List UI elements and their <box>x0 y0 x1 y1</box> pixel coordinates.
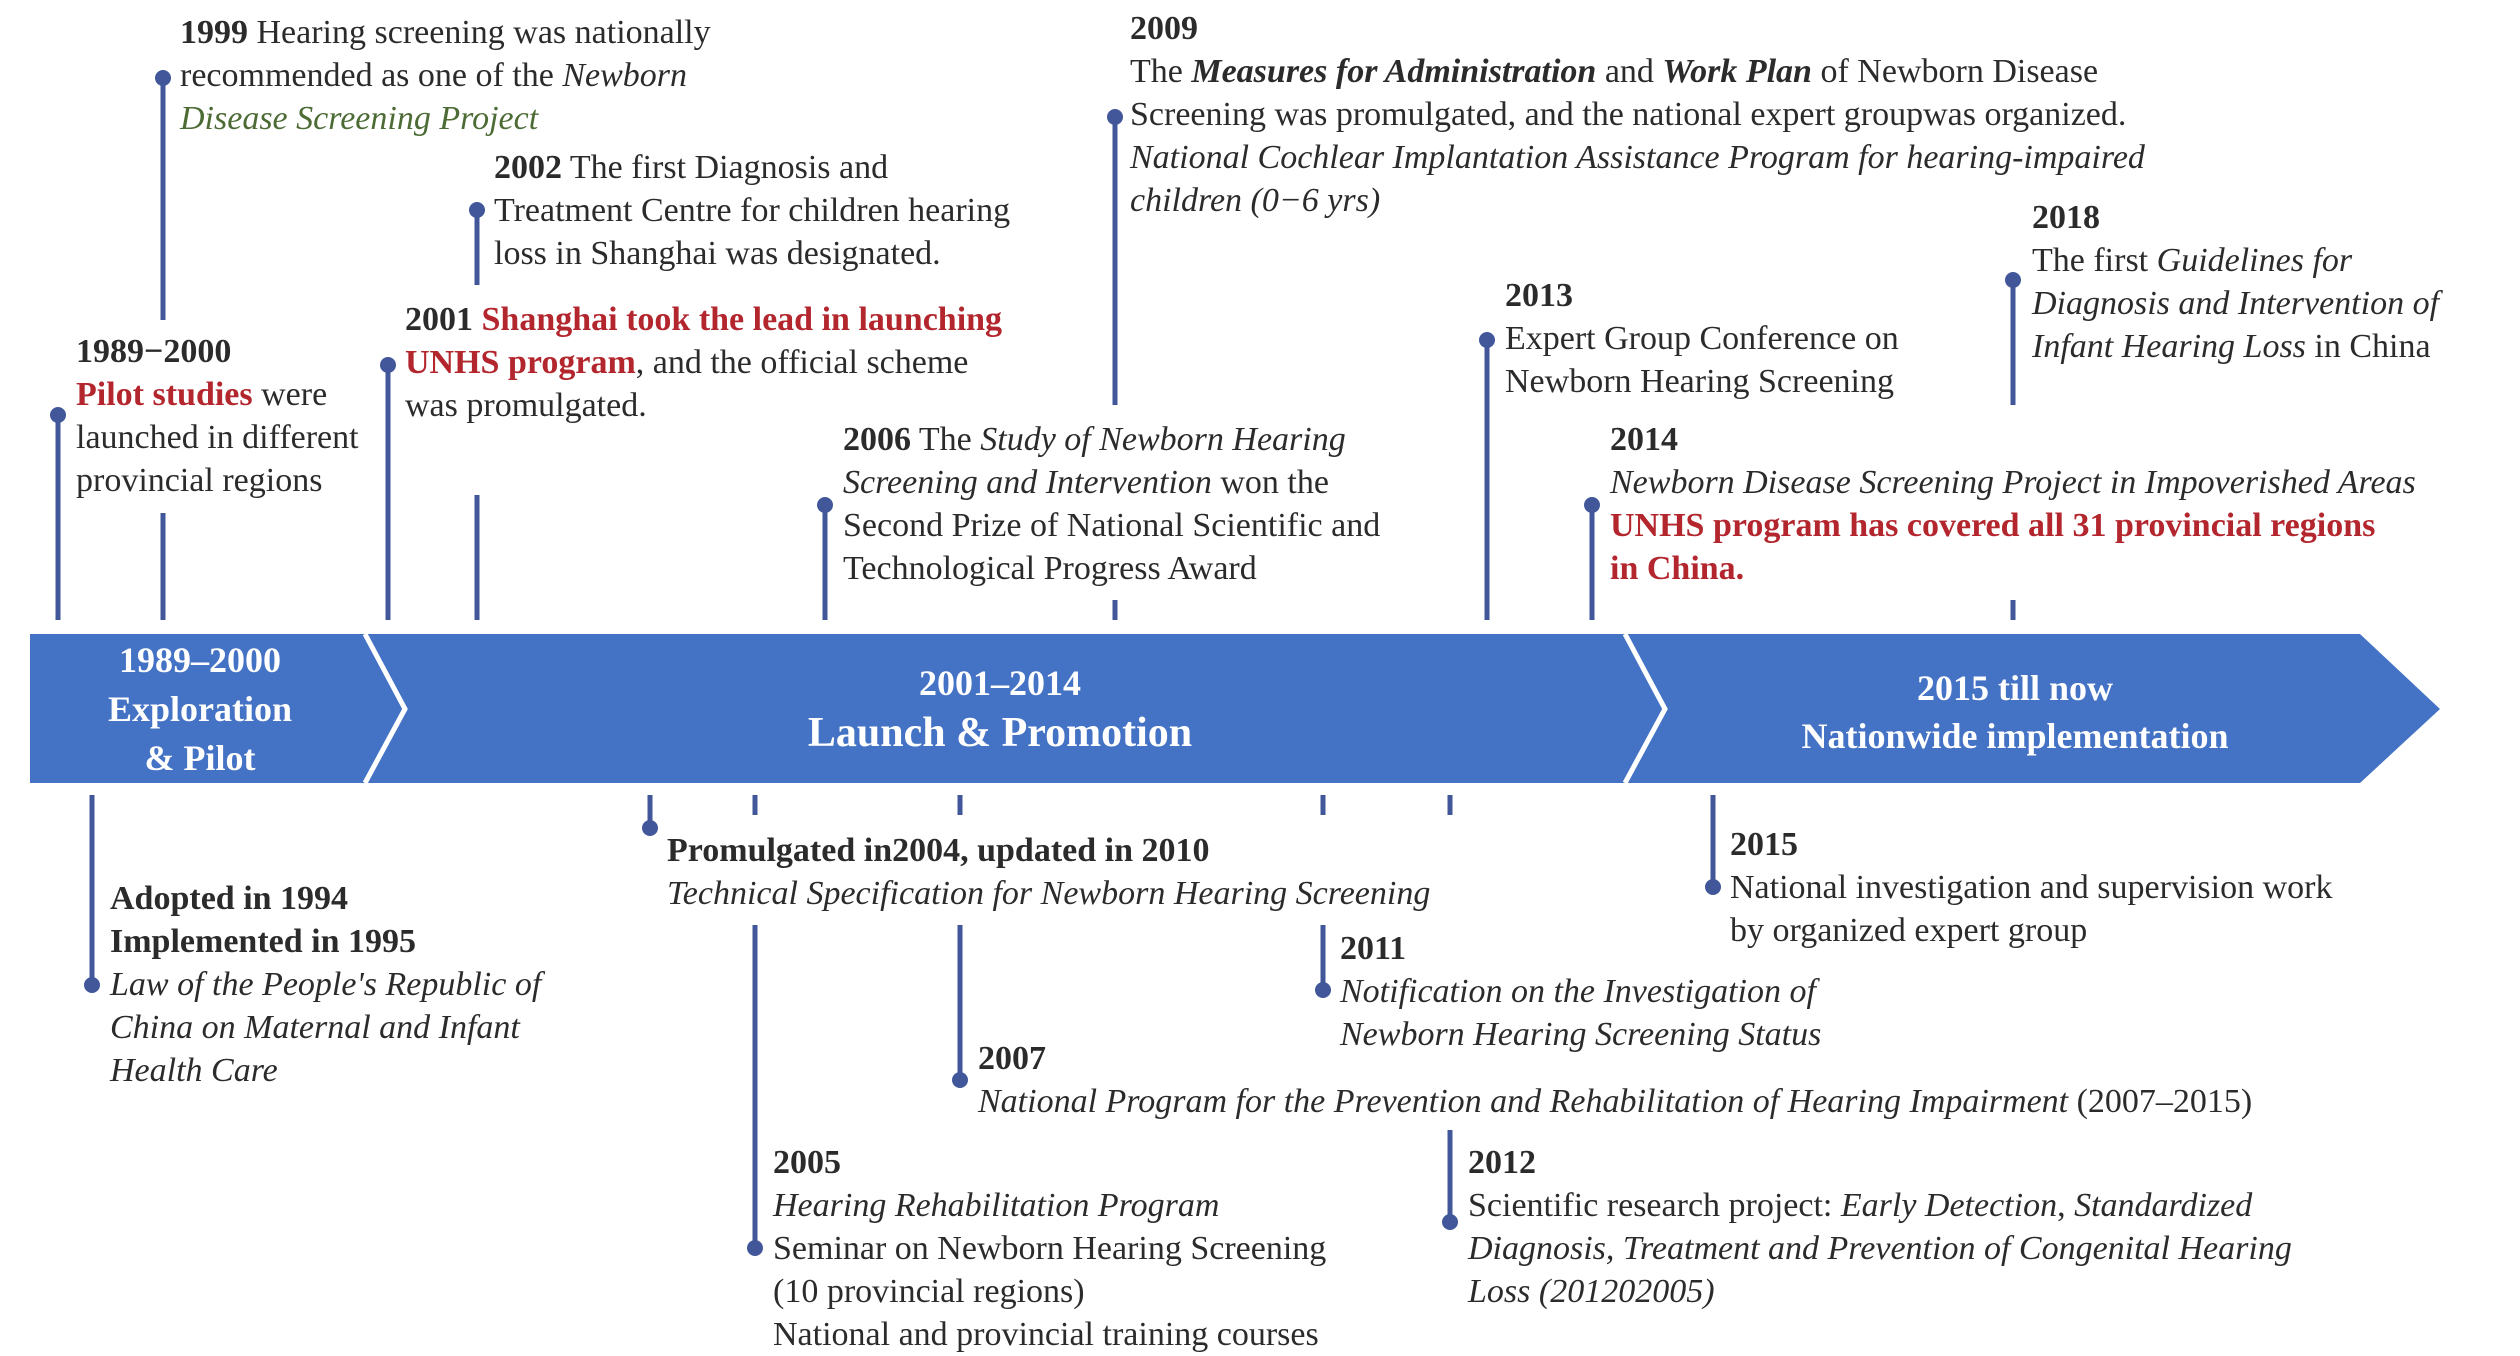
event-text: UNHS program has covered all 31 provincial regions <box>1610 507 2376 544</box>
event-year: 2006 <box>843 421 911 458</box>
event-2007 <box>978 1037 2252 1123</box>
event-year: 2002 <box>494 149 562 186</box>
event-text: Work Plan <box>1662 53 1812 90</box>
connector-2015 <box>1705 795 1721 895</box>
phase-range: 1989–2000 <box>119 640 281 680</box>
phase-range: 2015 till now <box>1916 668 2113 708</box>
connector-2013 <box>1479 332 1495 620</box>
event-year: 2018 <box>2032 199 2100 236</box>
event-text: Newborn Hearing Screening Status <box>1340 1016 1822 1053</box>
event-text: Technological Progress Award <box>843 550 1257 587</box>
event-text: Adopted in 1994 <box>110 880 349 917</box>
phase-title: Exploration <box>107 689 293 729</box>
event-text: Disease Screening Project <box>180 100 539 137</box>
event-text: National and provincial training courses <box>773 1316 1319 1353</box>
event-text: Newborn Hearing Screening <box>1505 363 1894 400</box>
event-text: Diagnosis and Intervention of <box>2032 285 2440 322</box>
event-text: Health Care <box>110 1052 278 1089</box>
event-2013 <box>1505 274 1899 403</box>
event-text: recommended as one of the <box>180 57 563 94</box>
event-year: 2007 <box>978 1040 1046 1077</box>
event-2018 <box>2032 196 2439 368</box>
event-text: Newborn Disease Screening Project in Impoverished Areas <box>1610 464 2416 501</box>
event-year: 1999 <box>180 14 248 51</box>
event-2004 <box>667 829 1430 915</box>
event-text: Measures for Administration <box>1191 53 1597 90</box>
connector-2014 <box>1584 497 1600 620</box>
event-text: Notification on the Investigation of <box>1340 973 1816 1010</box>
event-text: (10 provincial regions) <box>773 1273 1085 1310</box>
event-2009 <box>1130 7 2145 222</box>
event-1994 <box>110 877 541 1092</box>
event-text: The <box>911 421 981 458</box>
event-text: China on Maternal and Infant <box>110 1009 520 1046</box>
event-text: loss in Shanghai was designated. <box>494 235 941 272</box>
event-text: Guidelines for <box>2156 242 2353 279</box>
phase-title: Launch & Promotion <box>807 710 1193 756</box>
connector-2004 <box>642 795 658 836</box>
event-text: The first <box>2032 242 2157 279</box>
event-text: by organized expert group <box>1730 912 2088 949</box>
event-text: Implemented in 1995 <box>110 923 416 960</box>
event-text: in China. <box>1610 550 1745 587</box>
event-year: 2014 <box>1610 421 1678 458</box>
event-year: 2015 <box>1730 826 1798 863</box>
event-text: launched in different <box>76 419 359 456</box>
event-text: Early Detection <box>1840 1187 2058 1224</box>
event-text: Technical Specification for Newborn Hearing Screening <box>667 875 1431 912</box>
event-year: 2012 <box>1468 1144 1536 1181</box>
event-text: Treatment Centre for children hearing <box>494 192 1011 229</box>
event-2002 <box>494 146 1010 275</box>
event-text: Pilot studies <box>76 376 253 413</box>
event-text: Study of Newborn Hearing <box>980 421 1346 458</box>
phase-range: 2001–2014 <box>919 663 1081 703</box>
event-text: Infant Hearing Loss <box>2032 328 2306 365</box>
event-2012 <box>1468 1141 2292 1313</box>
phase-exploration <box>60 636 340 783</box>
event-text: (201202005) <box>1530 1273 1715 1310</box>
event-text: UNHS program <box>405 344 636 381</box>
event-text: Screening and Intervention <box>843 464 1212 501</box>
event-text: The <box>1130 53 1192 90</box>
phase-title: Nationwide implementation <box>1801 716 2229 756</box>
event-text: Scientific research project: <box>1468 1187 1841 1224</box>
event-text: Second Prize of National Scientific and <box>843 507 1381 544</box>
phase-title: & Pilot <box>144 738 256 778</box>
phase-launch <box>700 660 1300 760</box>
event-text: Screening was promulgated, and the national expert groupwas organized. <box>1130 96 2127 133</box>
event-1999 <box>180 11 711 140</box>
event-text: , and the official scheme <box>635 344 969 381</box>
event-text: won the <box>1211 464 1329 501</box>
event-2005 <box>773 1141 1326 1356</box>
event-text: were <box>252 376 328 413</box>
event-text: was promulgated. <box>405 387 647 424</box>
event-year: 2005 <box>773 1144 841 1181</box>
event-2006 <box>843 418 1380 590</box>
event-year: 2009 <box>1130 10 1198 47</box>
event-text: National Cochlear Implantation Assistance Program for hearing-impaired <box>1130 139 2145 176</box>
connector-1989 <box>50 407 66 620</box>
connector-2001 <box>380 357 396 620</box>
event-text: children (0−6 yrs) <box>1130 182 1381 219</box>
event-text: provincial regions <box>76 462 323 499</box>
event-text: Loss <box>1468 1273 1531 1310</box>
event-text: Hearing Rehabilitation Program <box>773 1187 1220 1224</box>
event-text: Newborn <box>562 57 688 94</box>
event-2001 <box>405 298 1002 427</box>
event-text: Hearing screening was nationally <box>248 14 711 51</box>
event-year: 1989−2000 <box>76 333 232 370</box>
event-text: Expert Group Conference on <box>1505 320 1899 357</box>
event-text: National investigation and supervision work <box>1730 869 2333 906</box>
event-text: Seminar on Newborn Hearing Screening <box>773 1230 1327 1267</box>
event-text: , <box>2057 1187 2075 1224</box>
event-1989-2000 <box>76 330 359 502</box>
event-year: 2011 <box>1340 930 1407 967</box>
connector-1994 <box>84 795 100 993</box>
event-2014 <box>1610 418 2416 590</box>
event-year: 2013 <box>1505 277 1573 314</box>
event-text: and <box>1596 53 1663 90</box>
event-year: 2001 <box>405 301 473 338</box>
event-text: Standardized <box>2074 1187 2253 1224</box>
event-text: Promulgated in2004, updated in 2010 <box>667 832 1210 869</box>
phase-nationwide <box>1700 664 2330 760</box>
event-text: in China <box>2305 328 2431 365</box>
connector-2006 <box>817 497 833 620</box>
event-text: The first Diagnosis and <box>562 149 889 186</box>
event-text: Shanghai took the lead in launching <box>481 301 1003 338</box>
event-text: Law of the People's Republic of <box>110 966 542 1003</box>
event-text: of Newborn Disease <box>1811 53 2099 90</box>
event-text: National Program for the Prevention and Rehabilitation of Hearing Impairment <box>978 1083 2069 1120</box>
event-text: (2007–2015) <box>2068 1083 2253 1120</box>
event-text: Diagnosis, Treatment and Prevention of Congenital Hearing <box>1468 1230 2292 1267</box>
